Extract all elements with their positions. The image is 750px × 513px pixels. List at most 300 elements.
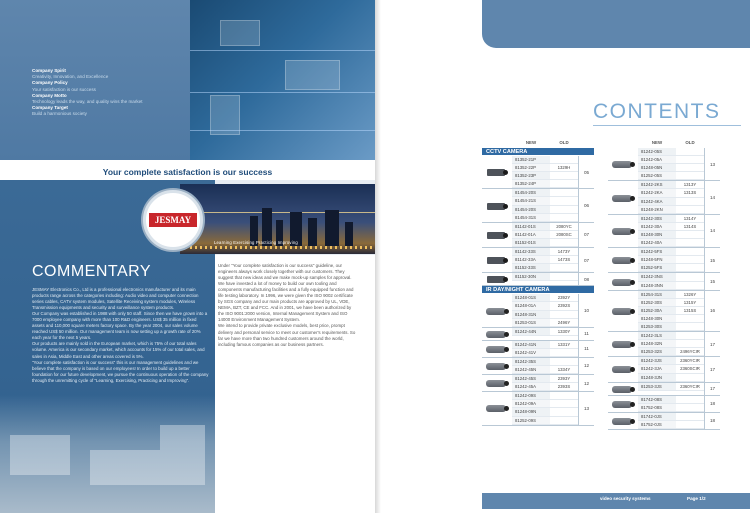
model-number: 81152-01S	[512, 239, 550, 247]
old-model-number	[676, 282, 704, 290]
footer-label: video security systems	[600, 496, 651, 501]
camera-lens	[504, 309, 509, 314]
right-page	[375, 0, 750, 513]
model-list	[638, 291, 676, 331]
old-model-number	[550, 214, 578, 222]
old-model-number	[676, 248, 704, 256]
old-model-number: 1473S	[550, 256, 578, 264]
ir-camera-icon	[485, 305, 509, 317]
model-number: 81253-3JS	[638, 383, 676, 391]
camera-thumbnail	[608, 291, 638, 331]
model-number: 81242-45S	[512, 375, 550, 383]
old-header: OLD	[559, 140, 569, 145]
old-model-number	[676, 396, 704, 404]
spirit-heading: Company Policy	[32, 80, 68, 86]
company-logo: JESMAY	[154, 215, 192, 225]
ir-camera-icon	[611, 225, 635, 237]
old-model-number	[550, 349, 578, 357]
model-number: 81253-30S	[638, 323, 676, 331]
model-number: 81242-40A	[638, 239, 676, 247]
camera-lens	[630, 342, 635, 347]
model-number: 81142-01A	[512, 231, 550, 239]
ir-camera-icon	[611, 254, 635, 266]
camera-lens	[504, 332, 509, 337]
catalog-group	[608, 248, 720, 273]
ir-camera-icon	[611, 383, 635, 395]
model-number: 81242-44N	[512, 328, 550, 336]
spirit-text: Creativity, Innovation, and Excellence	[32, 74, 109, 80]
old-model-number	[676, 273, 704, 281]
camera-body	[486, 331, 506, 338]
camera-thumbnail	[608, 413, 638, 429]
old-model-list	[676, 181, 704, 213]
old-model-number: 1315Y	[676, 299, 704, 307]
model-list	[512, 375, 550, 391]
camera-thumbnail	[482, 273, 512, 285]
old-model-number	[676, 264, 704, 272]
old-model-number: 2080SC	[550, 231, 578, 239]
model-number: 81352-24P	[512, 180, 550, 188]
model-number: 81248-05N	[638, 164, 676, 172]
old-model-number	[676, 315, 704, 323]
old-model-list	[676, 273, 704, 289]
model-number: 81248-32N	[638, 340, 676, 348]
old-model-number	[676, 256, 704, 264]
page-ref: 06	[578, 189, 594, 221]
old-model-number: 1314Y	[676, 215, 704, 223]
catalog-group	[482, 358, 594, 375]
old-model-number: 2360YCIR	[676, 357, 704, 365]
old-model-number	[550, 189, 578, 197]
old-model-number	[676, 231, 704, 239]
company-spirit-text	[32, 68, 192, 118]
model-number: 81242-09A	[512, 400, 550, 408]
camera-thumbnail	[608, 148, 638, 180]
catalog-group	[608, 215, 720, 248]
model-number: 81454-31S	[512, 214, 550, 222]
camera-thumbnail	[608, 273, 638, 289]
spirit-text: Technology leads the way, and quality wins the market	[32, 99, 143, 105]
model-number: 81352-23P	[512, 172, 550, 180]
ir-camera-icon	[611, 338, 635, 350]
camera-body	[612, 257, 632, 264]
page-ref: 16	[704, 291, 720, 331]
contents-column-right	[608, 140, 720, 430]
old-model-number	[676, 340, 704, 348]
page-ref: 11	[578, 328, 594, 340]
camera-thumbnail	[482, 156, 512, 188]
old-model-number	[676, 206, 704, 214]
commentary-paragraph: JESMAY Electronics Co., Ltd is a professional electronics manufacturer and its main products range across the categories including: Audio video and computer connection series cables, CATV system modules, Satellite Receiving system modules, Wireless Transmission equipments and security and surveillance system products.	[32, 287, 199, 311]
model-number: 81252-09S	[512, 417, 550, 425]
old-model-list	[550, 248, 578, 272]
catalog-group	[482, 328, 594, 341]
model-number: 81242-4KA	[638, 198, 676, 206]
ir-camera-icon	[611, 192, 635, 204]
catalog-group	[608, 413, 720, 430]
camera-thumbnail	[608, 181, 638, 213]
model-number: 81752-0JS	[638, 421, 676, 429]
model-number: 81352-22P	[512, 164, 550, 172]
circuit-board-photo	[190, 0, 375, 160]
old-model-list	[676, 383, 704, 395]
catalog-group	[608, 332, 720, 357]
old-model-number	[550, 273, 578, 281]
camera-lens	[630, 402, 635, 407]
model-number: 81142-33S	[512, 248, 550, 256]
model-number: 81152-30N	[512, 273, 550, 281]
model-number: 81242-3NS	[638, 273, 676, 281]
old-model-number	[676, 164, 704, 172]
model-number: 81242-41N	[512, 341, 550, 349]
old-model-number: 1334Y	[550, 366, 578, 374]
old-model-number	[676, 332, 704, 340]
page-ref: 11	[578, 341, 594, 357]
old-model-number	[676, 421, 704, 429]
model-list	[638, 332, 676, 356]
page-ref: 12	[578, 375, 594, 391]
ir-camera-icon	[485, 328, 509, 340]
page-ref: 15	[704, 248, 720, 272]
slogan: Your complete satisfaction is our success	[102, 167, 273, 177]
model-number: 81242-30S	[638, 215, 676, 223]
model-number: 81752-08S	[638, 404, 676, 412]
camera-lens	[503, 170, 508, 175]
old-model-number	[676, 198, 704, 206]
model-number: 81242-2KS	[638, 181, 676, 189]
old-model-list	[676, 148, 704, 180]
catalog-group	[608, 383, 720, 396]
model-list	[638, 413, 676, 429]
camera-thumbnail	[608, 396, 638, 412]
old-model-number: 1313Y	[676, 181, 704, 189]
model-number: 81248-30N	[638, 315, 676, 323]
tagline: Learning Exercising Practicing Improving	[214, 240, 298, 245]
page-ref: 17	[704, 383, 720, 395]
model-number: 81242-45N	[512, 366, 550, 374]
catalog-group	[482, 156, 594, 189]
ir-camera-icon	[611, 398, 635, 410]
model-list	[512, 328, 550, 340]
model-number: 81242-30A	[638, 223, 676, 231]
section-header: IR DAY/NIGHT CAMERA	[482, 286, 594, 294]
camera-thumbnail	[482, 189, 512, 221]
page-ref: 17	[704, 332, 720, 356]
commentary-paragraph: Under "Your complete satisfaction is our success" guideline, our engineers always work closely together with our customers. They suggest that new ideas and we make mock-up samples for approval. We have invested a lot of money to build our own tooling and components manufacturing facilities and a fully equipped function and life testing laboratory. In 1996, we were given the ISO 9002 certificate by SGS company and our main products are approved by UL, VDE, NEMA, BZT, CE and FCC. And in 2001, we have been authorized by the ISO 9001:2000 version, Internal Management System and ISO 14000 Environment Management System.	[218, 263, 354, 323]
commentary-paragraph: We intend to provide private exclusive models, best price, prompt delivery and personal service to meet our customer's requirements. So far we have more than two hundred customers around the world, including famous companies as our business partners.	[218, 323, 356, 347]
camera-thumbnail	[482, 358, 512, 374]
page-ref: 18	[704, 413, 720, 429]
old-model-list	[550, 273, 578, 285]
old-model-list	[676, 396, 704, 412]
camera-body	[612, 366, 632, 373]
camera-body	[612, 401, 632, 408]
model-number: 81252-05S	[638, 172, 676, 180]
box-camera-icon	[485, 166, 509, 178]
model-number: 81454-20S	[512, 206, 550, 214]
old-model-list	[676, 291, 704, 331]
camera-body	[612, 418, 632, 425]
model-number: 81248-3JN	[638, 374, 676, 382]
camera-lens	[504, 406, 509, 411]
model-list	[638, 148, 676, 180]
box-camera-icon	[485, 200, 509, 212]
spirit-text: Your satisfaction is our success	[32, 86, 96, 92]
old-model-number	[676, 413, 704, 421]
camera-thumbnail	[482, 392, 512, 424]
old-model-number: 1473Y	[550, 248, 578, 256]
camera-lens	[630, 258, 635, 263]
column-header	[482, 140, 594, 148]
model-number: 81248-01S	[512, 294, 550, 302]
model-list	[512, 156, 550, 188]
model-number: 81242-3JS	[638, 357, 676, 365]
model-number: 81252-5FS	[638, 264, 676, 272]
old-model-number	[550, 156, 578, 164]
model-number: 81248-3NN	[638, 282, 676, 290]
ir-camera-icon	[485, 402, 509, 414]
model-number: 81253-32S	[638, 348, 676, 356]
spirit-text: Build a harmonious society	[32, 111, 87, 117]
page-ref: 17	[704, 357, 720, 381]
catalog-group	[482, 189, 594, 222]
model-list	[638, 248, 676, 272]
model-number: 81248-01A	[512, 302, 550, 310]
camera-lens	[503, 204, 508, 209]
old-model-list	[676, 215, 704, 247]
model-number: 81142-33A	[512, 256, 550, 264]
old-model-list	[550, 189, 578, 221]
old-model-number: 2496YCIR	[676, 348, 704, 356]
old-model-number	[676, 239, 704, 247]
old-model-list	[550, 341, 578, 357]
page-ref: 05	[578, 156, 594, 188]
old-model-number: 1326Y	[676, 291, 704, 299]
catalog-group	[482, 392, 594, 425]
section-header: CCTV CAMERA	[482, 148, 594, 156]
model-number: 81248-31N	[512, 311, 550, 319]
old-model-list	[550, 375, 578, 391]
old-model-number: 1315S	[676, 307, 704, 315]
camera-body	[486, 380, 506, 387]
camera-lens	[630, 387, 635, 392]
old-model-number	[550, 392, 578, 400]
new-header: NEW	[525, 140, 537, 145]
page-ref: 18	[704, 396, 720, 412]
old-model-number: 2496Y	[550, 319, 578, 327]
old-model-number: 1329H	[550, 164, 578, 172]
old-model-number	[676, 323, 704, 331]
model-number: 81242-35S	[512, 358, 550, 366]
camera-thumbnail	[608, 332, 638, 356]
old-model-number: 1331Y	[550, 341, 578, 349]
camera-lens	[630, 229, 635, 234]
model-list	[638, 273, 676, 289]
page-ref: 07	[578, 223, 594, 247]
old-model-number	[550, 264, 578, 272]
old-model-number: 2080YC	[550, 223, 578, 231]
catalog-group	[482, 248, 594, 273]
old-model-number: 1330Y	[550, 328, 578, 336]
camera-thumbnail	[482, 375, 512, 391]
ir-camera-icon	[611, 415, 635, 427]
old-model-number	[676, 148, 704, 156]
camera-thumbnail	[482, 294, 512, 326]
old-model-number	[550, 239, 578, 247]
model-number: 81742-08S	[638, 396, 676, 404]
camera-lens	[504, 381, 509, 386]
old-model-number	[676, 374, 704, 382]
box-camera-icon	[485, 229, 509, 241]
camera-lens	[504, 347, 509, 352]
camera-body	[612, 279, 632, 286]
old-model-number: 2393S	[550, 383, 578, 391]
camera-body	[612, 161, 632, 168]
old-header: OLD	[685, 140, 695, 145]
old-model-number	[676, 404, 704, 412]
model-list	[512, 248, 550, 272]
model-list	[638, 215, 676, 247]
catalog-group	[608, 148, 720, 181]
contents-column-left	[482, 140, 594, 426]
commentary-title: COMMENTARY	[32, 263, 152, 280]
old-model-list	[550, 223, 578, 247]
camera-thumbnail	[482, 341, 512, 357]
camera-body	[486, 405, 506, 412]
old-model-number	[676, 172, 704, 180]
model-number: 81152-33S	[512, 264, 550, 272]
catalog-group	[608, 357, 720, 382]
old-model-number	[550, 358, 578, 366]
camera-thumbnail	[608, 248, 638, 272]
page-number: Page 1/2	[687, 496, 706, 501]
camera-lens	[503, 233, 508, 238]
old-model-list	[550, 392, 578, 424]
page-ref: 08	[578, 273, 594, 285]
model-number: 81242-3LS	[638, 332, 676, 340]
model-number: 81454-20S	[512, 189, 550, 197]
model-number: 81248-5FN	[638, 256, 676, 264]
camera-body	[486, 363, 506, 370]
page-ref: 14	[704, 181, 720, 213]
camera-lens	[503, 277, 508, 282]
old-model-list	[550, 294, 578, 326]
page-ref: 10	[578, 294, 594, 326]
old-model-number	[550, 206, 578, 214]
catalog-group	[482, 375, 594, 392]
page-ref: 14	[704, 215, 720, 247]
column-header	[608, 140, 720, 148]
model-number: 81242-05A	[638, 156, 676, 164]
camera-body	[612, 308, 632, 315]
model-number: 81242-5FS	[638, 248, 676, 256]
ir-camera-icon	[485, 360, 509, 372]
model-number: 81454-21S	[512, 197, 550, 205]
model-number: 81242-45A	[512, 383, 550, 391]
commentary-body	[32, 287, 210, 384]
model-list	[512, 341, 550, 357]
old-model-number	[550, 311, 578, 319]
model-list	[512, 358, 550, 374]
camera-lens	[504, 364, 509, 369]
old-model-number	[550, 417, 578, 425]
old-model-list	[550, 156, 578, 188]
model-number: 81242-2KA	[638, 189, 676, 197]
camera-body	[486, 346, 506, 353]
catalog-group	[482, 294, 594, 327]
top-bar	[482, 0, 750, 48]
old-model-number	[550, 172, 578, 180]
ir-camera-icon	[611, 305, 635, 317]
box-camera-icon	[485, 273, 509, 285]
commentary-paragraph: Our products are mainly sold in the European market, which is 75% of our total sales volume. America is our secondary market, which accounts for 15% of our total sales, and sales in Asia, Middle East and other areas covered is 5%.	[32, 341, 205, 359]
old-model-number: 2392Y	[550, 294, 578, 302]
camera-thumbnail	[608, 215, 638, 247]
camera-body	[612, 341, 632, 348]
model-list	[512, 223, 550, 247]
ir-camera-icon	[611, 158, 635, 170]
new-header: NEW	[651, 140, 663, 145]
model-list	[512, 294, 550, 326]
old-model-number: 2360YCIR	[676, 383, 704, 391]
model-number: 81248-09N	[512, 408, 550, 416]
camera-thumbnail	[482, 328, 512, 340]
old-model-number: 1314S	[676, 223, 704, 231]
page-ref: 13	[578, 392, 594, 424]
camera-thumbnail	[608, 383, 638, 395]
model-number: 81252-30S	[638, 299, 676, 307]
model-list	[638, 396, 676, 412]
model-list	[512, 392, 550, 424]
commentary-paragraph: "Your complete satisfaction is our success" this is our management guidelines and we believe that the company is based on our employees! In order to build up a better foundation for our future development, we pursue the continuous operation of the company through the unremitting cycle of "Learning, Exercising, Practicing and Improving".	[32, 359, 209, 383]
camera-body	[612, 195, 632, 202]
spirit-heading: Company Motto	[32, 92, 67, 98]
camera-lens	[630, 196, 635, 201]
old-model-list	[676, 332, 704, 356]
old-model-list	[550, 328, 578, 340]
camera-lens	[630, 419, 635, 424]
catalog-group	[482, 273, 594, 286]
model-number: 81242-3JA	[638, 365, 676, 373]
model-number: 81142-01S	[512, 223, 550, 231]
model-number: 81742-0JS	[638, 413, 676, 421]
page-ref: 15	[704, 273, 720, 289]
model-number: 81252-30A	[638, 307, 676, 315]
factory-photo	[0, 395, 215, 513]
page-ref: 12	[578, 358, 594, 374]
camera-lens	[630, 367, 635, 372]
model-number: 81248-2KN	[638, 206, 676, 214]
old-model-number	[550, 400, 578, 408]
ir-camera-icon	[485, 343, 509, 355]
catalog-group	[608, 396, 720, 413]
old-model-number: 2360SCIR	[676, 365, 704, 373]
box-camera-icon	[485, 254, 509, 266]
model-list	[638, 357, 676, 381]
camera-lens	[503, 258, 508, 263]
commentary-continued	[218, 263, 358, 348]
catalog-group	[482, 341, 594, 358]
model-list	[512, 189, 550, 221]
old-model-number: 1313S	[676, 189, 704, 197]
camera-lens	[630, 280, 635, 285]
camera-lens	[630, 309, 635, 314]
old-model-number	[676, 156, 704, 164]
model-number: 81242-05S	[638, 148, 676, 156]
page-ref: 13	[704, 148, 720, 180]
camera-body	[612, 386, 632, 393]
catalog-group	[482, 223, 594, 248]
